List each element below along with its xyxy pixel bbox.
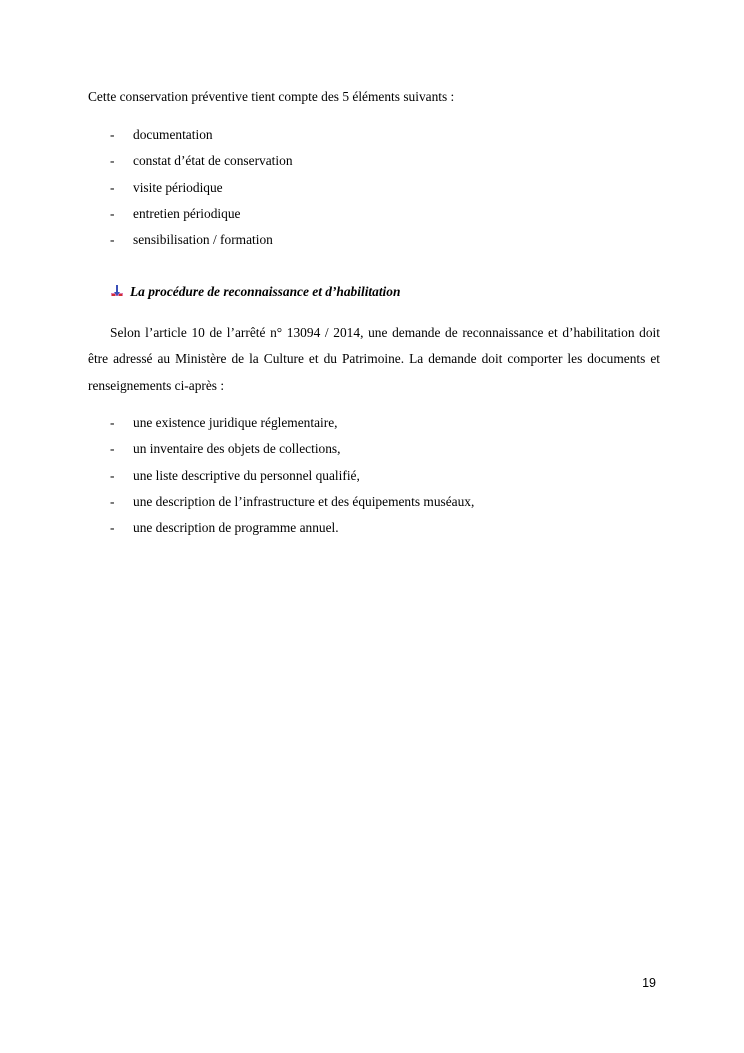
documents-list [0, 414, 744, 545]
list-item [0, 414, 744, 440]
list-item-text: une liste descriptive du personnel qualifié, [133, 467, 360, 483]
page-number: 19 [642, 976, 656, 990]
list-item-text: une description de l’infrastructure et des équipements muséaux, [133, 493, 475, 509]
section-heading-text: La procédure de reconnaissance et d’habilitation [130, 284, 401, 299]
list-item [0, 152, 744, 178]
list-item [0, 519, 744, 545]
list-item-text: constat d’état de conservation [133, 153, 293, 169]
list-dash: - [110, 441, 115, 457]
list-item [0, 126, 744, 152]
list-dash: - [110, 467, 115, 483]
intro-text: Cette conservation préventive tient compte des 5 éléments suivants : [88, 89, 455, 104]
list-item [0, 205, 744, 231]
arrow-bullet-icon [110, 284, 124, 298]
list-item-text: sensibilisation / formation [133, 232, 273, 248]
list-dash: - [110, 415, 115, 430]
list-item [0, 440, 744, 466]
list-item-text: une existence juridique réglementaire, [133, 415, 338, 430]
list-dash: - [110, 205, 115, 221]
list-item [0, 179, 744, 205]
list-dash: - [110, 179, 115, 195]
list-item-text: une description de programme annuel. [133, 520, 339, 536]
list-dash: - [110, 493, 115, 509]
list-item-text: entretien périodique [133, 205, 241, 221]
list-item [0, 467, 744, 493]
list-dash: - [110, 153, 115, 169]
list-item [0, 493, 744, 519]
section-heading [110, 283, 400, 301]
list-item-text: visite périodique [133, 179, 223, 195]
elements-list [0, 126, 744, 257]
list-item-text: documentation [133, 127, 213, 142]
list-dash: - [110, 520, 115, 536]
list-dash: - [110, 232, 115, 248]
list-item-text: un inventaire des objets de collections, [133, 441, 341, 457]
list-dash: - [110, 127, 115, 142]
list-item [0, 231, 744, 257]
body-paragraph: Selon l’article 10 de l’arrêté n° 13094 / 2014, une demande de reconnaissance et d’habilitation doit être adressé au Ministère de la Culture et du Patrimoine. La demande doit comporter les documents et renseignements ci-après : [88, 325, 660, 393]
